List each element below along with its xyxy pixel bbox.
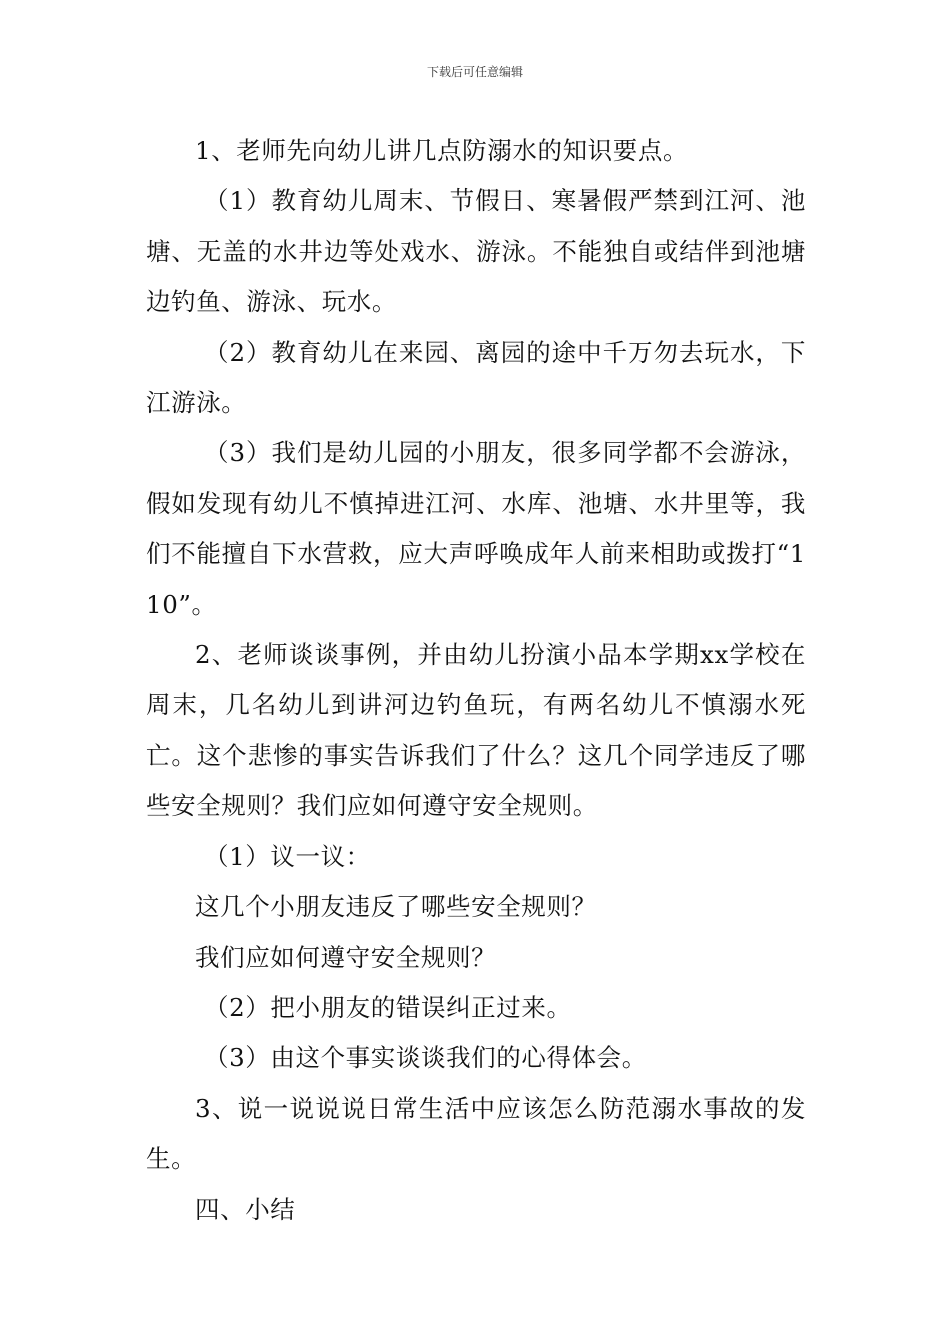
paragraph-6: （1）议一议： <box>204 841 371 871</box>
paragraph-1: 1、老师先向幼儿讲几点防溺水的知识要点。 <box>195 136 689 165</box>
paragraph-3: （2）教育幼儿在来园、离园的途中千万勿去玩水，下江游泳。 <box>146 337 806 418</box>
paragraph-9: （2）把小朋友的错误纠正过来。 <box>204 992 572 1022</box>
page-header: 下载后可任意编辑 <box>426 65 523 79</box>
paragraph-4: （3）我们是幼儿园的小朋友，很多同学都不会游泳，假如发现有幼儿不慎掉进江河、水库、池塘、水井里等，我们不能擅自下水营救，应大声呼唤成年人前来相助或拨打“110”。 <box>146 438 806 619</box>
paragraph-2: （1）教育幼儿周末、节假日、寒暑假严禁到江河、池塘、无盖的水井边等处戏水、游泳。不能独自或结伴到池塘边钓鱼、游泳、玩水。 <box>146 186 806 317</box>
paragraph-7: 这几个小朋友违反了哪些安全规则？ <box>195 892 597 922</box>
section-heading-summary: 四、小结 <box>195 1194 296 1224</box>
document-body <box>146 126 806 1235</box>
paragraph-8: 我们应如何遵守安全规则？ <box>195 942 497 972</box>
paragraph-5: 2、老师谈谈事例，并由幼儿扮演小品本学期xx学校在周末，几名幼儿到讲河边钓鱼玩，有两名幼儿不慎溺水死亡。这个悲惨的事实告诉我们了什么？这几个同学违反了哪些安全规则？我们应如何遵守安全规则。 <box>146 640 806 821</box>
paragraph-11: 3、说一说说说日常生活中应该怎么防范溺水事故的发生。 <box>146 1093 806 1174</box>
paragraph-10: （3）由这个事实谈谈我们的心得体会。 <box>204 1043 647 1073</box>
